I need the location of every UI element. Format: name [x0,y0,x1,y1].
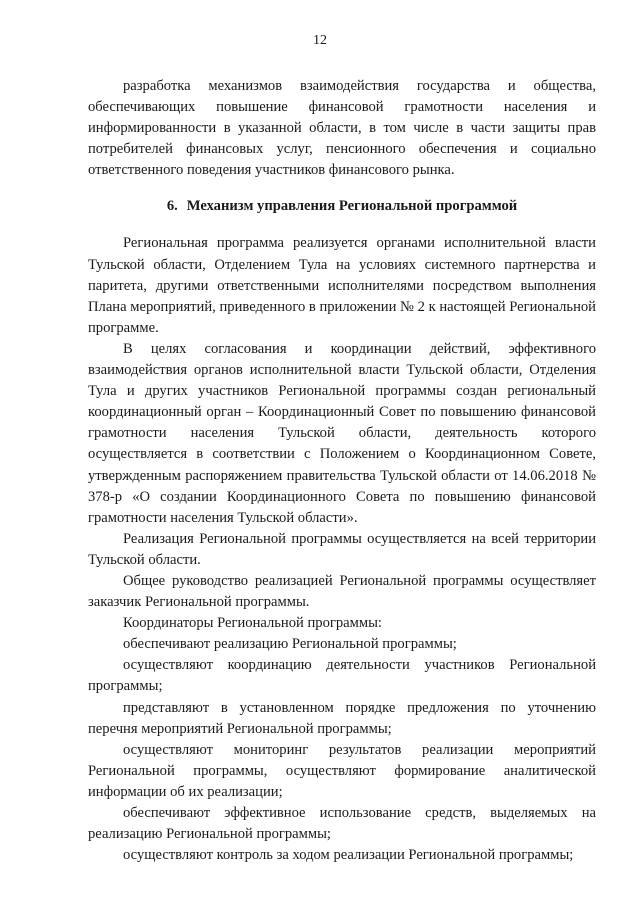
page-number: 12 [313,33,327,48]
paragraph: обеспечивают эффективное использование средств, выделяемых на реализацию Региональной программы; [88,805,596,843]
page-content [88,76,596,866]
section-title: Механизм управления Региональной программой [186,198,518,215]
paragraph: В целях согласования и координации действий, эффективного взаимодействия органов исполнительной власти Тульской области, Отделения Тула и других участников Региональной программы создан региональный координационный орган – Координационный Совет по повышению финансовой грамотности населения Тульской области, деятельность которого осуществляется в соответствии с Положением о Координационном Совете, утвержденным распоряжением правительства Тульской области от 14.06.2018 № 378-р «О создании Координационного Совета по повышению финансовой грамотности населения Тульской области». [88,340,596,526]
section-heading [88,196,596,217]
section-number: 6. [166,198,178,215]
paragraph: обеспечивают реализацию Региональной программы; [123,636,457,653]
paragraph: осуществляют координацию деятельности участников Региональной программы; [88,657,596,695]
paragraph: Региональная программа реализуется органами исполнительной власти Тульской области, Отделением Тула на условиях системного партнерства и паритета, другими ответственными исполнителями посредством выполнения Плана мероприятий, приведенного в приложении № 2 к настоящей Региональной программе. [88,235,596,336]
paragraph: Общее руководство реализацией Региональной программы осуществляет заказчик Региональной программы. [88,572,596,611]
paragraph: представляют в установленном порядке предложения по уточнению перечня мероприятий Региональной программы; [88,699,596,737]
paragraph: осуществляют мониторинг результатов реализации мероприятий Региональной программы, осуществляют формирование аналитической информации об их реализации; [88,741,596,800]
intro-paragraph: разработка механизмов взаимодействия государства и общества, обеспечивающих повышение финансовой грамотности населения и информированности в указанной области, в том числе в части защиты прав потребителей финансовых услуг, пенсионного обеспечения и социально ответственного поведения участников финансового рынка. [88,78,596,179]
paragraph: осуществляют контроль за ходом реализации Региональной программы; [123,847,574,864]
paragraph: Реализация Региональной программы осуществляется на всей территории Тульской области. [88,530,596,568]
paragraph: Координаторы Региональной программы: [123,615,382,632]
